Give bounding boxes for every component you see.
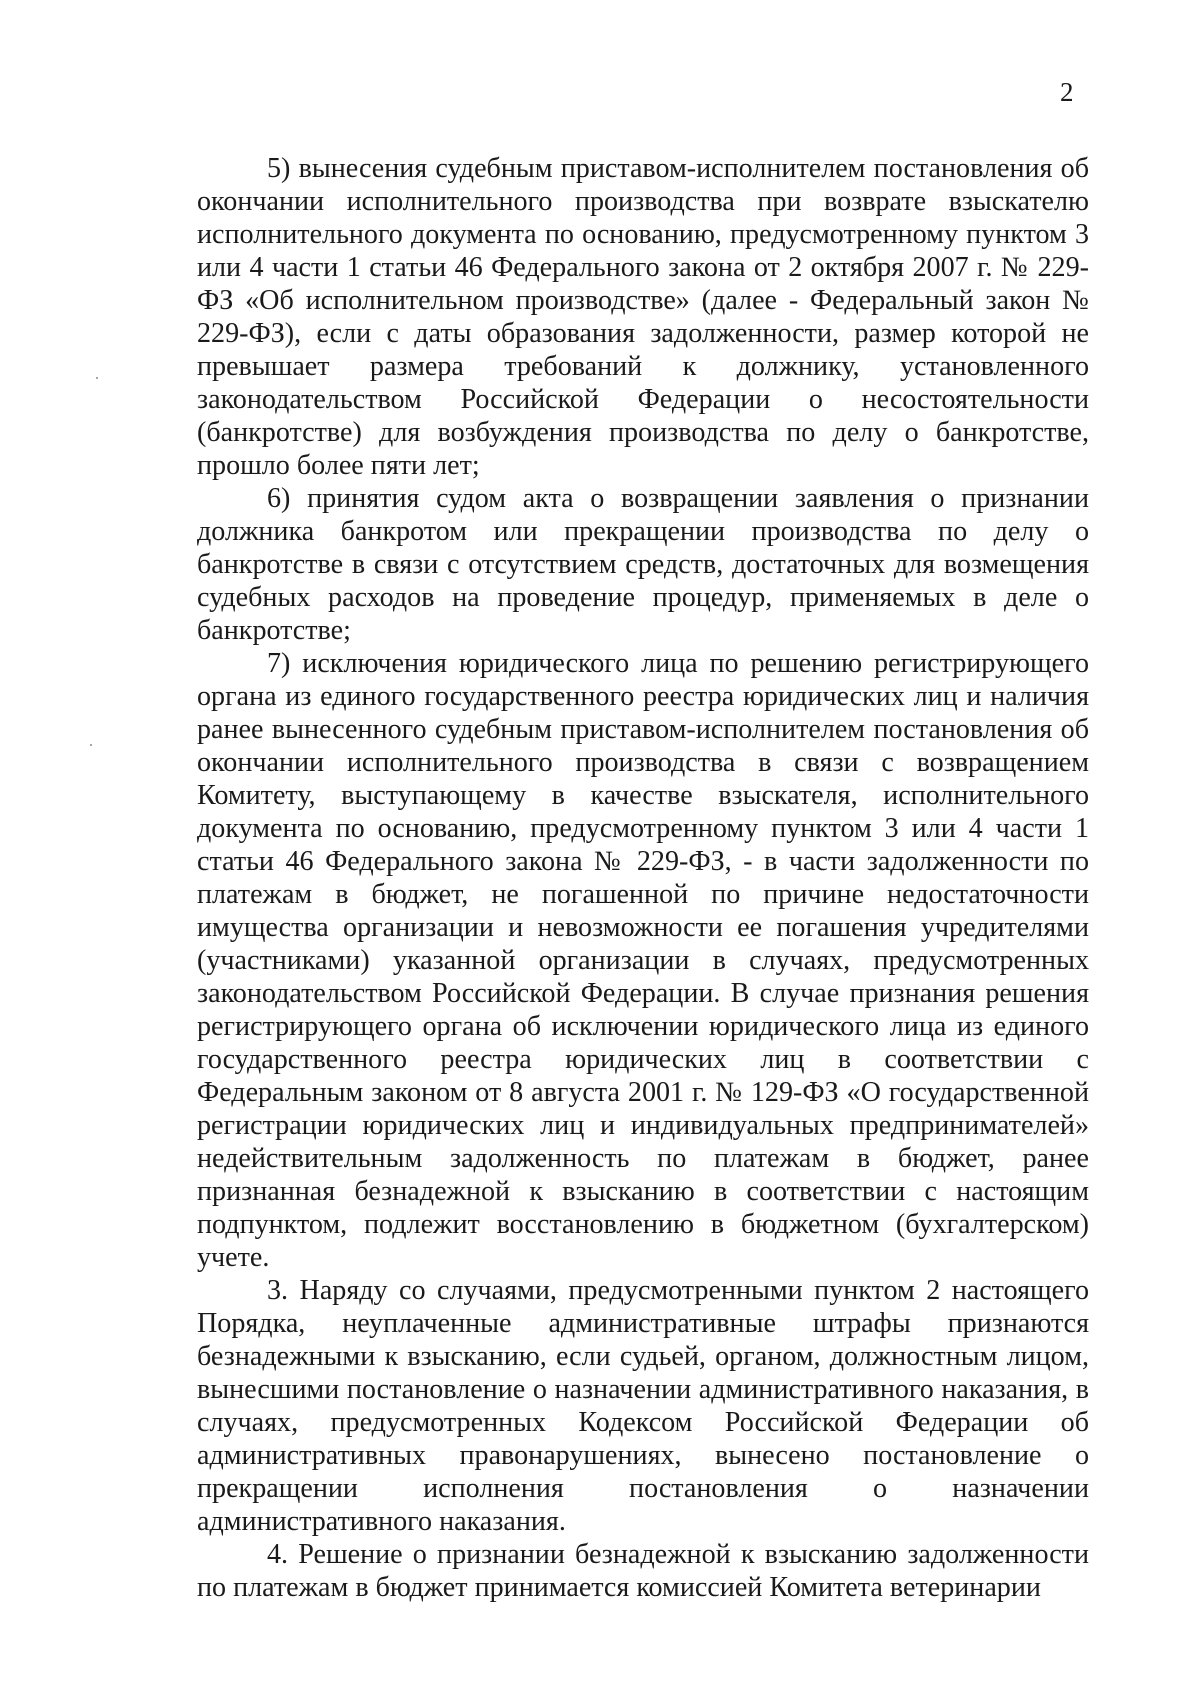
paragraph-subpoint-7: 7) исключения юридического лица по решению регистрирующего органа из единого государственного реестра юридических лиц и наличия ранее вынесенного судебным приставом-исполнителем постановления об окончании исполнительного производства в связи с возвращением Комитету, выступающему в качестве взыскателя, исполнительного документа по основанию, предусмотренному пунктом 3 или 4 части 1 статьи 46 Федерального закона № 229-ФЗ, - в части задолженности по платежам в бюджет, не погашенной по причине недостаточности имущества организации и невозможности ее погашения учредителями (участниками) указанной организации в случаях, предусмотренных законодательством Российской Федерации. В случае признания решения регистрирующего органа об исключении юридического лица из единого государственного реестра юридических лиц в соответствии с Федеральным законом от 8 августа 2001 г. № 129-ФЗ «О государственной регистрации юридических лиц и индивидуальных предпринимателей» недействительным задолженность по платежам в бюджет, ранее признанная безнадежной к взысканию в соответствии с настоящим подпунктом, подлежит восстановлению в бюджетном (бухгалтерском) учете. <box>197 648 1089 1273</box>
scan-speck <box>96 377 98 379</box>
page-number: 2 <box>1060 77 1074 107</box>
paragraph-subpoint-6: 6) принятия судом акта о возвращении заявления о признании должника банкротом или прекращении производства по делу о банкротстве в связи с отсутствием средств, достаточных для возмещения судебных расходов на проведение процедур, применяемых в деле о банкротстве; <box>197 483 1089 646</box>
paragraph-point-3: 3. Наряду со случаями, предусмотренными пунктом 2 настоящего Порядка, неуплаченные административные штрафы признаются безнадежными к взысканию, если судьей, органом, должностным лицом, вынесшими постановление о назначении административного наказания, в случаях, предусмотренных Кодексом Российской Федерации об административных правонарушениях, вынесено постановление о прекращении исполнения постановления о назначении административного наказания. <box>197 1275 1089 1537</box>
document-body <box>197 152 1089 1604</box>
paragraph-subpoint-5: 5) вынесения судебным приставом-исполнителем постановления об окончании исполнительного производства при возврате взыскателю исполнительного документа по основанию, предусмотренному пунктом 3 или 4 части 1 статьи 46 Федерального закона от 2 октября 2007 г. № 229-ФЗ «Об исполнительном производстве» (далее - Федеральный закон № 229-ФЗ), если с даты образования задолженности, размер которой не превышает размера требований к должнику, установленного законодательством Российской Федерации о несостоятельности (банкротстве) для возбуждения производства по делу о банкротстве, прошло более пяти лет; <box>197 153 1089 481</box>
scan-speck <box>90 744 92 746</box>
paragraph-point-4: 4. Решение о признании безнадежной к взысканию задолженности по платежам в бюджет принимается комиссией Комитета ветеринарии <box>197 1539 1089 1603</box>
